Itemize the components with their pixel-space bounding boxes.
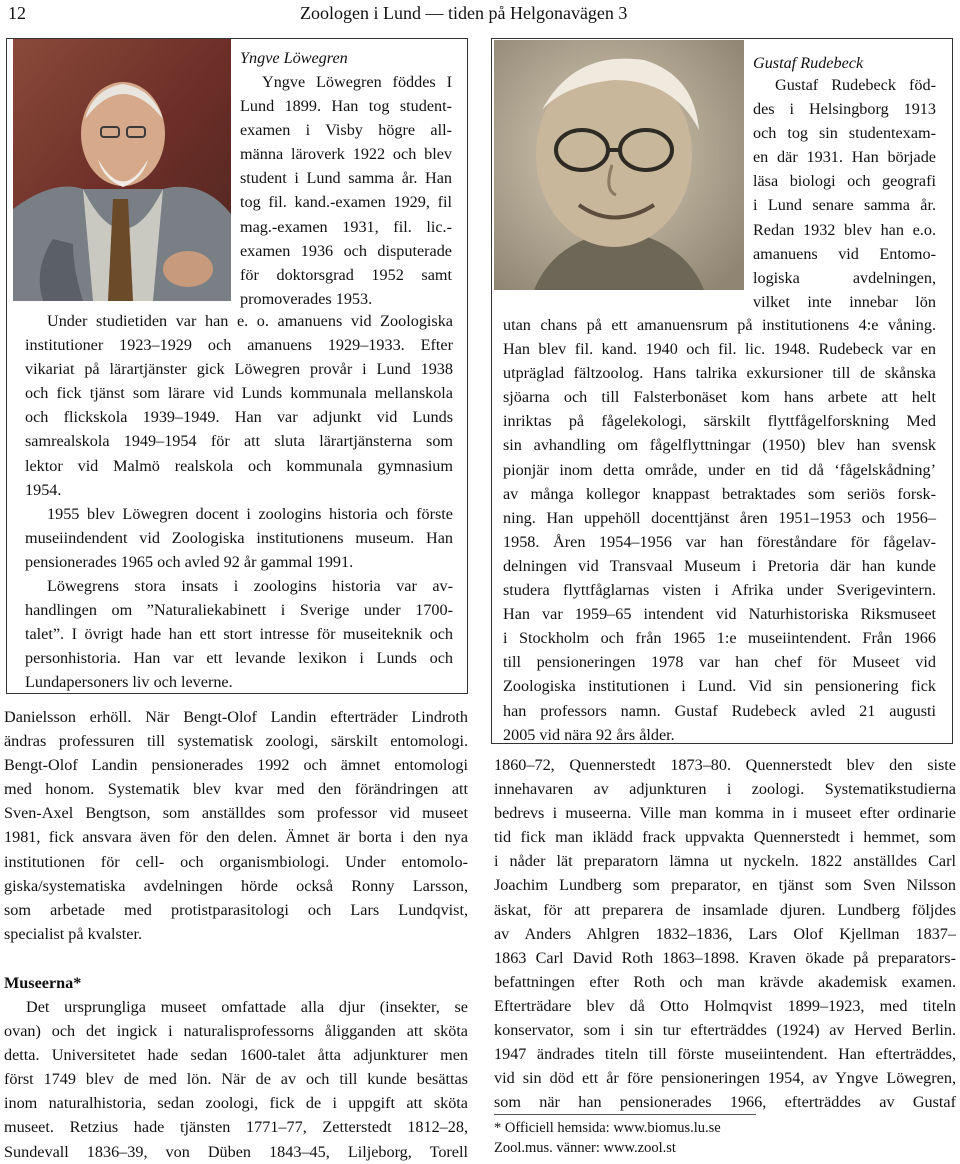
body-line: innehavaren av adjunkturen i zoologi. Systematikstudierna [494, 780, 956, 799]
lowegren-wide-line: 1955 blev Löwegren docent i zoologins historia och förste [47, 504, 453, 523]
rudebeck-narrow-line: Redan 1932 blev han e.o. [753, 220, 936, 239]
body-line: institutionen för cell- och organismbiologi. Under entomolo- [4, 852, 468, 871]
lowegren-wide-line: lektor vid Malmö realskola och kommunala gymnasium [25, 456, 453, 475]
body-line: Efterträdare blev då Otto Holmqvist 1899–1923, med titeln [494, 996, 956, 1015]
body-line: Sundevall 1836–39, von Düben 1843–45, Liljeborg, Torell [4, 1142, 468, 1161]
rudebeck-name-text: Gustaf Rudebeck [753, 54, 864, 72]
lowegren-narrow-line: männa läroverk 1922 och blev [240, 145, 452, 164]
footnote-rule [494, 1114, 756, 1115]
body-line: museet. Retzius hade tjänsten 1771–77, Zetterstedt 1812–28, [4, 1118, 468, 1137]
lowegren-narrow-line: Lund 1899. Han tog student- [240, 97, 452, 116]
rudebeck-wide-line: han professors namn. Gustaf Rudebeck avled 21 augusti [503, 701, 936, 720]
rudebeck-narrow-line: des i Helsingborg 1913 [753, 100, 936, 119]
lowegren-wide-line: museiindendent vid Zoologiska institutionens museum. Han [25, 528, 453, 547]
lowegren-wide-line: Lundapersoners liv och leverne. [25, 673, 233, 692]
rudebeck-wide-line: av många kollegor knappast betraktades som seriös forsk- [503, 484, 936, 503]
rudebeck-narrow-line: logiska avdelningen, [753, 268, 936, 287]
body-line: i nåder lät preparatorn lämna ut nyckeln. 1822 anställdes Carl [494, 852, 956, 871]
body-line: 1863 Carl David Roth 1863–1898. Kraven ökade på preparators- [494, 948, 956, 967]
rudebeck-narrow-text [753, 73, 936, 314]
rudebeck-narrow-line: och tog sin studentexam- [753, 124, 936, 143]
lowegren-wide-line: Löwegrens stora insats i zoologins historia var av- [47, 577, 453, 596]
footnotes [494, 1118, 721, 1158]
body-line: detta. Universitetet hade sedan 1600-talet åtta adjunkturer men [4, 1046, 468, 1065]
body-line: av Anders Ahlgren 1832–1836, Lars Olof Kjellman 1837– [494, 924, 956, 943]
rudebeck-narrow-line: Gustaf Rudebeck föd- [775, 76, 936, 94]
lowegren-narrow-line: examen 1936 och disputerade [240, 241, 452, 260]
right-column-text [494, 753, 956, 1114]
footnote-line: * Officiell hemsida: www.biomus.lu.se [494, 1120, 721, 1136]
rudebeck-portrait [494, 40, 744, 290]
lowegren-wide-line: och fick tjänst som lärare vid Lunds kommunala mellanskola [25, 384, 453, 403]
portrait-photo-image [494, 40, 744, 290]
body-line: ovan) och det ingick i naturalisprofessorns åligganden att sköta [4, 1022, 468, 1041]
footnote-line: Zool.mus. vänner: www.zool.st [494, 1140, 676, 1156]
body-line: Sven-Axel Bengtson, som anställdes som professor vid museet [4, 804, 468, 823]
section-heading-text: Museerna* [4, 974, 82, 992]
rudebeck-wide-line: studera flyttfåglarnas visten i Afrika under Sverigevintern. [503, 581, 936, 600]
museum-text [4, 995, 468, 1164]
rudebeck-wide-line: inriktas på fågelekologi, särskilt flyttfågelforskning Med [503, 412, 936, 431]
lowegren-wide-text [25, 309, 453, 695]
body-line: som när han pensionerades 1966, efterträddes av Gustaf [494, 1093, 956, 1112]
rudebeck-wide-line: 1958. Åren 1954–1956 var han föreståndare för fågelav- [503, 532, 936, 551]
body-line: bedrevs i museerna. Ville man komma in i museet efter ordinarie [494, 804, 956, 823]
rudebeck-wide-line: delningen vid Transvaal Museum i Pretoria där han kunde [503, 556, 936, 575]
lowegren-name [240, 46, 348, 70]
running-title: Zoologen i Lund — tiden på Helgonavägen 3 [300, 3, 628, 23]
body-line: först 1749 blev de med lön. När de av och till kunde besättas [4, 1070, 468, 1089]
body-line: konservator, som i sin tur efterträddes (1924) av Herved Berlin. [494, 1021, 956, 1040]
rudebeck-wide-line: sin avhandling om fågelflyttningar (1950) blev han svensk [503, 436, 936, 455]
rudebeck-narrow-line: amanuens vid Entomo- [753, 244, 936, 263]
body-line: med honom. Systematik blev kvar med den förändringen att [4, 780, 468, 799]
lowegren-wide-line: och flickskola 1939–1949. Han var adjunkt vid Lunds [25, 408, 453, 427]
rudebeck-narrow-line: en där 1931. Han började [753, 148, 936, 167]
lowegren-wide-line: Under studietiden var han e. o. amanuens vid Zoologiska [47, 312, 453, 330]
lowegren-narrow-line: promoverades 1953. [240, 289, 373, 308]
body-line: 1860–72, Quennerstedt 1873–80. Quennerstedt blev den siste [494, 756, 956, 774]
rudebeck-wide-line: Han blev fil. kand. 1940 och fil. lic. 1948. Rudebeck var en [503, 340, 936, 359]
rudebeck-narrow-line: läsa biologi och geografi [753, 172, 936, 191]
body-line: Det ursprungliga museet omfattade alla djur (insekter, se [26, 998, 468, 1016]
rudebeck-wide-line: ning. Han uppehöll docenttjänst åren 1951–1953 och 1956– [503, 508, 936, 527]
lowegren-wide-line: talet”. I övrigt hade han ett stort intresse för museiteknik och [25, 625, 453, 644]
body-line: 1981, fick ansvara även för den delen. Ämnet är borta i den nya [4, 828, 468, 847]
body-line: ändras professuren till systematisk zoologi, särskilt entomologi. [4, 732, 468, 751]
rudebeck-wide-line: Han var 1959–65 intendent vid Naturhistoriska Riksmuseet [503, 605, 936, 624]
lowegren-narrow-line: examen i Visby högre all- [240, 121, 452, 140]
rudebeck-wide-line: utpräglad fältzoolog. Hans talrika exkursioner till de skånska [503, 364, 936, 383]
body-line: specialist på kvalster. [4, 924, 143, 943]
body-line: inom naturalhistoria, sedan zoologi, fick de i uppgift att sköta [4, 1094, 468, 1113]
lowegren-wide-line: pensionerades 1965 och avled 92 år gammal 1991. [25, 552, 354, 571]
lowegren-wide-line: personhistoria. Han var ett levande lexikon i Lunds och [25, 649, 453, 668]
rudebeck-narrow-line: i Lund senare samma år. [753, 196, 936, 215]
rudebeck-name [753, 51, 863, 75]
body-line: befattningen efter Roth och man krävde akademisk examen. [494, 972, 956, 991]
lowegren-wide-line: handlingen om ”Naturaliekabinett i Sverige under 1700- [25, 601, 453, 620]
body-line: Bengt-Olof Landin pensionerades 1992 och ämnet entomologi [4, 756, 468, 775]
body-line: Danielsson erhöll. När Bengt-Olof Landin efterträder Lindroth [4, 708, 468, 726]
body-line: vid sin död ett år före pensioneringen 1954, av Yngve Löwegren, [494, 1069, 956, 1088]
rudebeck-wide-line: Zoologiska institutionen i Lund. Vid sin pensionering fick [503, 677, 936, 696]
body-line: Joachim Lundberg som preparator, en tjänst som Sven Nilsson [494, 876, 956, 895]
portrait-painting-image [13, 39, 231, 301]
body-line: tid fick man iklädd frack uppvakta Quennerstedt i hemmet, som [494, 828, 956, 847]
body-line: giska/systematiska avdelningen hörde också Ronny Larsson, [4, 876, 468, 895]
rudebeck-wide-line: pionjär inom detta område, under en tid då ‘fågelskådning’ [503, 460, 936, 479]
rudebeck-wide-line: till pensioneringen 1978 var han chef för Museet vid [503, 653, 936, 672]
lowegren-name-text: Yngve Löwegren [240, 49, 348, 67]
page-number: 12 [8, 3, 26, 23]
rudebeck-wide-text [503, 313, 936, 747]
lowegren-narrow-line: för doktorsgrad 1952 samt [240, 265, 452, 284]
lowegren-narrow-line: mag.-examen 1931, fil. lic.- [240, 217, 452, 236]
lowegren-narrow-line: tog fil. kand.-examen 1929, fil [240, 193, 452, 212]
body-line: 1947 ändrades titeln till förste museiintendent. Han efterträddes, [494, 1045, 956, 1064]
body-line: äskat, för att preparera de insamlade djuren. Lundberg följdes [494, 900, 956, 919]
lowegren-narrow-line: student i Lund samma år. Han [240, 169, 452, 188]
rudebeck-wide-line: utan chans på ett amanuensrum på institutionens 4:e våning. [503, 316, 936, 334]
rudebeck-wide-line: 2005 vid nära 92 års ålder. [503, 725, 675, 744]
lowegren-narrow-text [240, 70, 452, 311]
section-heading-museerna [4, 971, 81, 995]
body-line: som arbetade med protistparasitologi och Lars Lundqvist, [4, 900, 468, 919]
rudebeck-wide-line: sjöarna och till Falsterbonäset kom hans arbete att helt [503, 388, 936, 407]
lowegren-wide-line: vikariat på lärartjänster gick Löwegren provår i Lund 1938 [25, 360, 453, 379]
rudebeck-narrow-line: vilket inte innebar lön [753, 292, 936, 311]
left-column-text [4, 705, 468, 946]
rudebeck-wide-line: i Stockholm och från 1965 1:e museiintendent. Från 1966 [503, 629, 936, 648]
lowegren-wide-line: institutioner 1923–1929 och amanuens 1929–1933. Efter [25, 336, 453, 355]
lowegren-narrow-line: Yngve Löwegren föddes I [262, 73, 452, 91]
lowegren-portrait [13, 39, 231, 301]
lowegren-wide-line: samrealskola 1949–1954 för att sluta lärartjänsterna som [25, 432, 453, 451]
lowegren-wide-line: 1954. [25, 480, 62, 499]
